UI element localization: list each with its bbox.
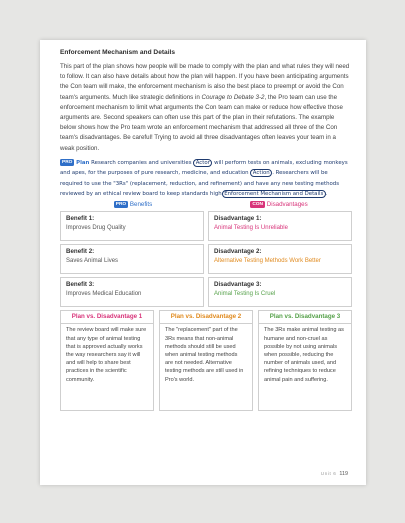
plan-text-3: . Researchers will be required to use the "3Rs" (replacement, reduction, and refinement) and have any new testing methods reviewed by an ethical review board to keep standards high <box>60 170 340 198</box>
benefits-header <box>60 201 206 208</box>
benefit-label: Benefit 1: <box>66 215 95 223</box>
disadvantages-header <box>206 201 352 208</box>
benefit-label: Benefit 3: <box>66 281 95 289</box>
plan-label: Plan <box>76 159 90 166</box>
disadvantage-value: Alternative Testing Methods Work Better <box>214 258 321 265</box>
column-heading: Plan vs. Disadvantage 2 <box>160 311 252 324</box>
disadvantages-heading: Disadvantages <box>266 201 308 209</box>
column-body: The review board will make sure that any type of animal testing that is approved actually works the way researchers say it will and will help to share best practices in the scientific community. <box>66 327 147 383</box>
plan-text-2: will perform tests on animals, excluding monkeys and apes, for the purposes of pure research, medicine, and education <box>60 159 348 177</box>
benefit-value: Improves Drug Quality <box>66 225 126 232</box>
pro-tag: PRO <box>62 159 73 165</box>
page-footer <box>321 471 348 477</box>
plan-handwritten <box>60 158 352 200</box>
action-circle: Action <box>250 169 272 177</box>
disadvantage-box <box>208 211 352 241</box>
benefits-pro-tag: PRO <box>115 202 127 208</box>
benefits-heading: Benefits <box>129 201 153 209</box>
column-headers <box>60 201 352 208</box>
benefit-disadvantage-grid <box>60 211 352 307</box>
disadvantage-box <box>208 277 352 307</box>
disadvantage-box <box>208 244 352 274</box>
intro-paragraph <box>60 62 352 154</box>
disadvantage-label: Disadvantage 1: <box>214 215 262 223</box>
plan-vs-column <box>60 310 154 411</box>
unit-label: Unit 6 <box>320 471 337 476</box>
intro-reference: Courage to Debate 3-2 <box>201 93 265 101</box>
plan-text-1: Research companies and universities <box>89 159 194 166</box>
section-title: Enforcement Mechanism and Details <box>60 49 176 56</box>
disadvantage-label: Disadvantage 2: <box>214 248 262 256</box>
benefit-box <box>60 277 204 307</box>
benefit-value: Saves Animal Lives <box>66 258 119 265</box>
worksheet-page <box>40 40 366 485</box>
benefit-box <box>60 211 204 241</box>
benefit-value: Improves Medical Education <box>66 291 142 298</box>
benefit-label: Benefit 2: <box>66 248 95 256</box>
intro-text-2: , the Pro team can use the enforcement mechanism to limit what arguments the Con team can make or reduce how effective those arguments are. Second speakers can often use this part of the plan in their refutations. The example below shows how the Pro team wrote an enforcement mechanism that addressed all three of the Con team's disadvantages. Be careful! Trying to avoid all three disadvantages often leaves your team in a weak position. <box>60 93 343 152</box>
page-content <box>60 49 352 411</box>
column-heading: Plan vs. Disadvantage 3 <box>259 311 351 324</box>
enforcement-circle: Enforcement Mechanism and Details <box>222 190 326 198</box>
disadvantage-value: Animal Testing Is Cruel <box>214 291 276 298</box>
plan-vs-column <box>159 310 253 411</box>
plan-vs-column <box>258 310 352 411</box>
column-body: The 3Rs make animal testing as humane and non-cruel as possible by not using animals when possible, reducing the number of animals used, and refining techniques to reduce animal pain and suffering. <box>264 327 344 383</box>
plan-vs-columns <box>60 310 352 411</box>
intro-text-1: This part of the plan shows how people will be made to comply with the plan and what rules they will need to follow. It can also have details about how the plan will happen. If you have been anticipating arguments the Con team will make, the enforcement mechanism is also the best place to preempt or avoid the Con team's arguments. Much like strategic definitions in <box>60 63 350 101</box>
plan-text-4: . <box>325 191 328 198</box>
disadvantage-label: Disadvantage 3: <box>214 281 262 289</box>
disadvantage-value: Animal Testing Is Unreliable <box>214 225 288 232</box>
column-heading: Plan vs. Disadvantage 1 <box>61 311 153 324</box>
page-number: 119 <box>339 471 348 477</box>
benefit-box <box>60 244 204 274</box>
disadvantages-con-tag: CON <box>252 202 263 208</box>
actor-circle: Actor <box>193 159 212 167</box>
column-body: The "replacement" part of the 3Rs means that non-animal methods should still be used when animal testing methods are not needed. Alternative testing methods are still used in Pro's world. <box>165 327 244 383</box>
